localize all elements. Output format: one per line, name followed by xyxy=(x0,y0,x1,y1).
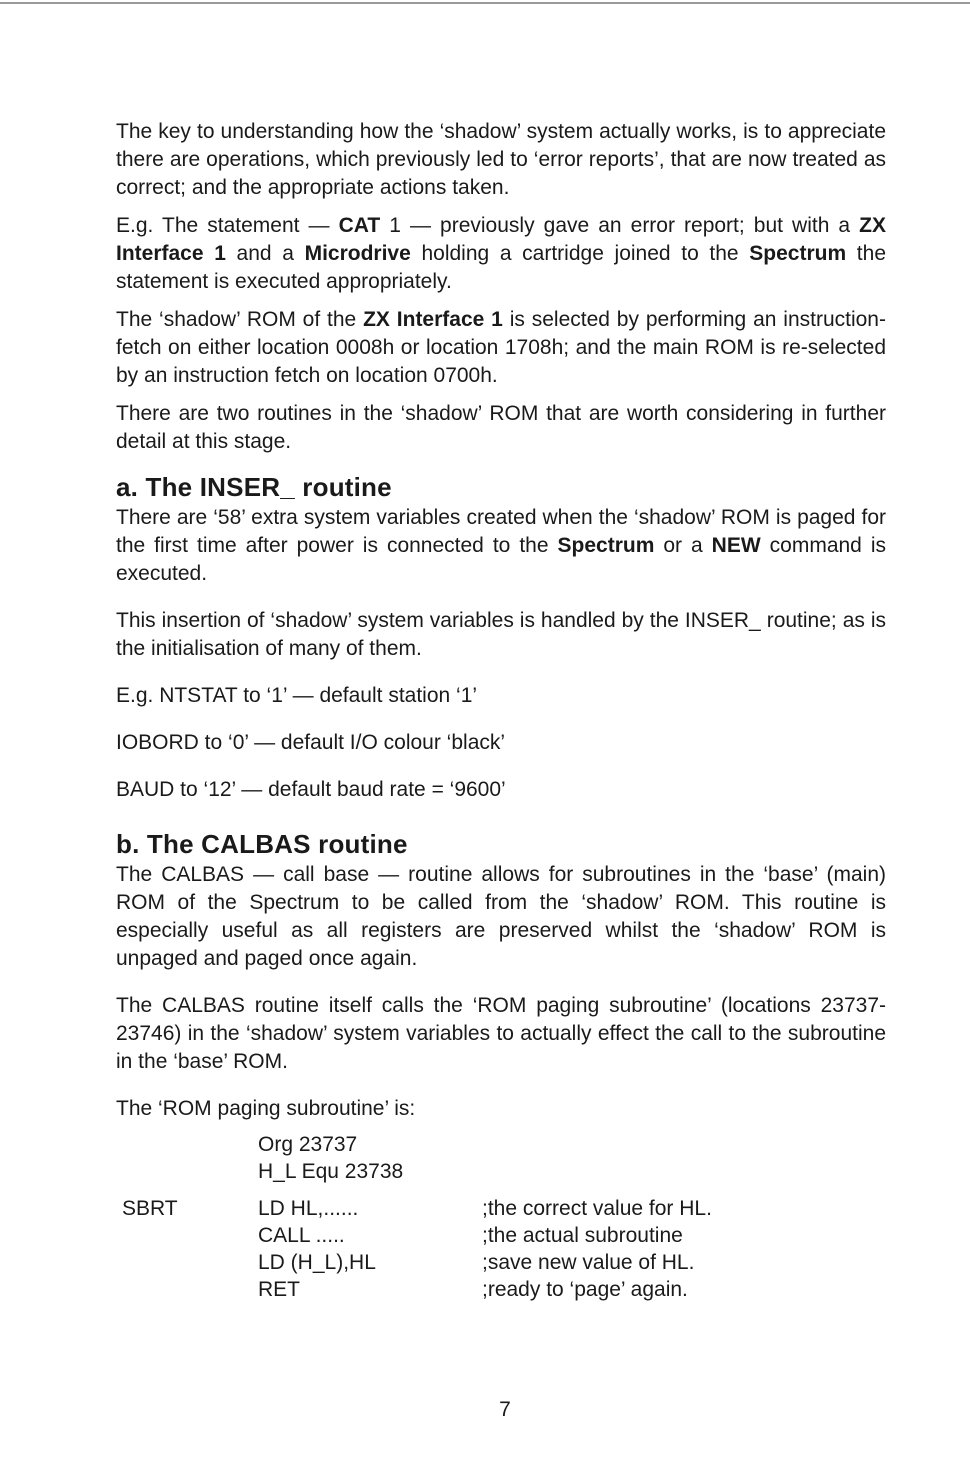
code-line xyxy=(116,1158,886,1185)
paragraph-paging-intro: The ‘ROM paging subroutine’ is: xyxy=(116,1097,416,1120)
paragraph-calbas-paging: The CALBAS routine itself calls the ‘ROM paging subroutine’ (locations 23737-23746) in the ‘shadow’ system variables to actually effect the call to the subroutine in the ‘base’ ROM. xyxy=(116,994,886,1073)
page-number: 7 xyxy=(499,1398,511,1421)
paragraph-insertion: This insertion of ‘shadow’ system variables is handled by the INSER_ routine; as is the initialisation of many of them. xyxy=(116,609,886,660)
top-rule xyxy=(0,2,970,4)
code-instruction: H_L Equ 23738 xyxy=(258,1160,404,1183)
code-line xyxy=(116,1276,886,1303)
paragraph-extra-variables: There are ‘58’ extra system variables created when the ‘shadow’ ROM is paged for the first time after power is connected to the Spectrum or a NEW command is executed. xyxy=(116,506,886,585)
code-instruction: RET xyxy=(258,1278,300,1301)
code-label: SBRT xyxy=(122,1197,178,1220)
paragraph-cat-example: E.g. The statement — CAT 1 — previously gave an error report; but with a ZX Interface 1 and a Microdrive holding a cartridge joined to the Spectrum the statement is executed appropriately. xyxy=(116,214,886,293)
heading-calbas-routine: b. The CALBAS routine xyxy=(116,829,408,859)
code-instruction: Org 23737 xyxy=(258,1133,358,1156)
example-iobord: IOBORD to ‘0’ — default I/O colour ‘black’ xyxy=(116,731,506,754)
paragraph-shadow-key: The key to understanding how the ‘shadow’ system actually works, is to appreciate there are operations, which previously led to ‘error reports’, that are now treated as correct; and the appropriate actions taken. xyxy=(116,120,886,199)
code-comment: ;the correct value for HL. xyxy=(482,1197,712,1220)
code-line xyxy=(116,1195,886,1222)
code-comment: ;ready to ‘page’ again. xyxy=(482,1278,688,1301)
paragraph-rom-selection: The ‘shadow’ ROM of the ZX Interface 1 is selected by performing an instruction-fetch on either location 0008h or location 1708h; and the main ROM is re-selected by an instruction fetch on location 0700h. xyxy=(116,308,886,387)
code-instruction: LD (H_L),HL xyxy=(258,1251,376,1274)
code-line xyxy=(116,1131,886,1158)
paragraph-calbas-description: The CALBAS — call base — routine allows for subroutines in the ‘base’ (main) ROM of the Spectrum to be called from the ‘shadow’ ROM. This routine is especially useful as all registers are preserved whilst the ‘shadow’ ROM is unpaged and paged once again. xyxy=(116,863,886,970)
code-instruction: LD HL,...... xyxy=(258,1197,359,1220)
example-baud: BAUD to ‘12’ — default baud rate = ‘9600’ xyxy=(116,778,506,801)
page-body xyxy=(116,118,886,1303)
paragraph-two-routines: There are two routines in the ‘shadow’ ROM that are worth considering in further detail at this stage. xyxy=(116,402,886,453)
code-comment: ;the actual subroutine xyxy=(482,1224,683,1247)
code-comment: ;save new value of HL. xyxy=(482,1251,695,1274)
code-line xyxy=(116,1222,886,1249)
code-line xyxy=(116,1249,886,1276)
code-listing xyxy=(116,1131,886,1303)
example-ntstat: E.g. NTSTAT to ‘1’ — default station ‘1’ xyxy=(116,684,478,707)
heading-inser-routine: a. The INSER_ routine xyxy=(116,472,392,502)
code-instruction: CALL ..... xyxy=(258,1224,345,1247)
